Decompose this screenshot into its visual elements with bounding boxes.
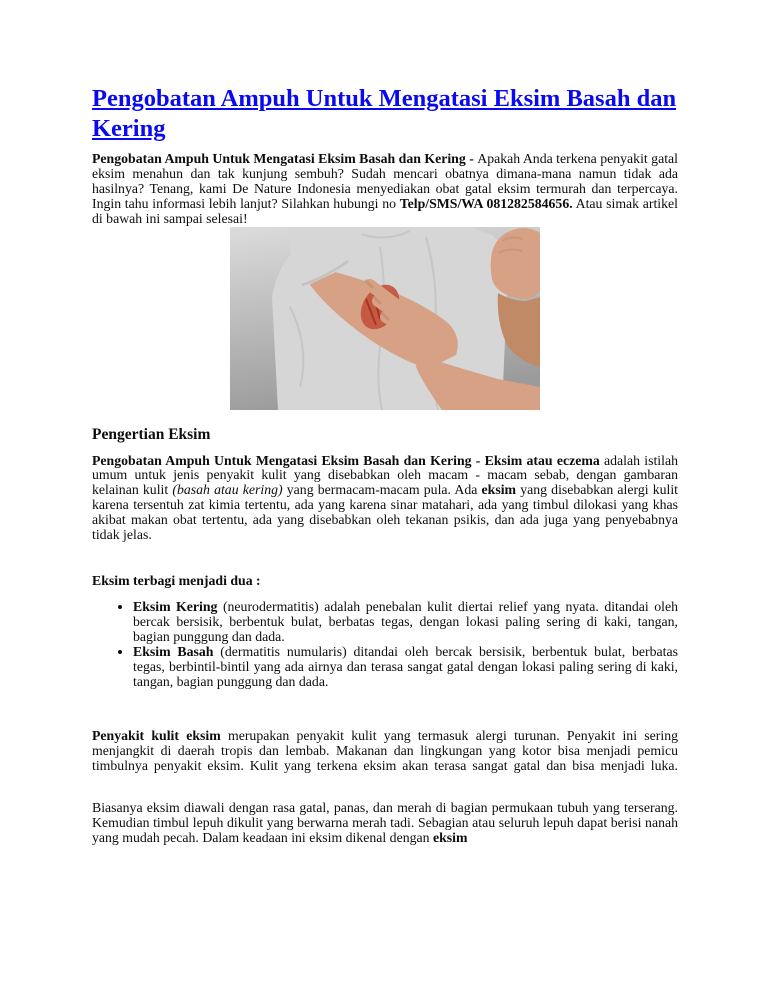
- text-run: Pengobatan Ampuh Untuk Mengatasi Eksim Basah dan Kering - Eksim atau eczema: [92, 452, 600, 468]
- text-run: (neurodermatitis) adalah penebalan kulit diertai relief yang nyata. ditandai oleh bercak bersisik, berbentuk bulat, berbatas tegas, dengan lokasi paling sering di kaki, tangan, bagian punggung dan dada.: [133, 598, 678, 644]
- text-run: yang bermacam-macam pula. Ada: [282, 482, 482, 498]
- text-run: Eksim Basah: [133, 643, 214, 659]
- symptoms-paragraph: [92, 801, 678, 846]
- text-run: Penyakit kulit eksim: [92, 728, 221, 744]
- article-title-link[interactable]: Pengobatan Ampuh Untuk Mengatasi Eksim Basah dan Kering: [92, 85, 677, 142]
- list-heading-eksim-types: Eksim terbagi menjadi dua :: [92, 572, 261, 588]
- text-run: Eksim Kering: [133, 598, 218, 614]
- list-item-eksim-basah: [133, 645, 678, 690]
- text-run: (dermatitis numularis) ditandai oleh bercak bersisik, berbentuk bulat, berbatas tegas, berbintil-bintil yang ada airnya dan terasa sangat gatal dengan lokasi paling sering di kaki, tangan, bagian punggung dan dada.: [133, 643, 678, 689]
- text-run: Atau simak artikel di bawah ini sampai selesai!: [92, 195, 679, 226]
- text-run: merupakan penyakit kulit yang termasuk alergi turunan. Penyakit ini sering menjangkit di daerah tropis dan lembab. Makanan dan lingkungan yang kotor bisa menjadi pemicu timbulnya penyakit eksim. Kulit yang terkena eksim akan terasa sangat gatal dan bisa menjadi luka.: [92, 728, 678, 774]
- text-run: Apakah Anda terkena penyakit gatal eksim menahun dan tak kunjung sembuh? Sudah mencari obatnya dimana-mana namun tidak ada hasilnya? Tenang, kami De Nature Indonesia menyediakan obat gatal eksim termurah dan terpercaya. Ingin tahu informasi lebih lanjut? Silahkan hubungi no: [92, 151, 678, 211]
- eczema-photo-illustration: [230, 227, 540, 410]
- text-run: Pengobatan Ampuh Untuk Mengatasi Eksim Basah dan Kering -: [92, 151, 478, 166]
- intro-paragraph: [92, 152, 678, 227]
- eczema-photo: [230, 227, 540, 410]
- eksim-types-list: [92, 600, 678, 689]
- hereditary-paragraph: [92, 729, 678, 774]
- text-run: yang disebabkan alergi kulit karena tersentuh zat kimia tertentu, ada yang karena sinar matahari, ada yang timbul dilokasi yang khas akibat makan obat tertentu, ada yang disebabkan oleh tekanan psikis, dan ada juga yang penyebabnya tidak jelas.: [92, 482, 679, 543]
- text-run: (basah atau kering): [172, 482, 283, 498]
- text-run: eksim: [481, 482, 517, 498]
- text-run: Biasanya eksim diawali dengan rasa gatal, panas, dan merah di bagian permukaan tubuh yang terserang. Kemudian timbul lepuh dikulit yang berwarna merah tadi. Sebagian atau seluruh lepuh dapat berisi nanah yang mudah pecah. Dalam keadaan ini eksim dikenal dengan: [92, 800, 678, 845]
- text-run: Telp/SMS/WA 081282584656.: [399, 195, 573, 211]
- list-item-eksim-kering: [133, 600, 678, 645]
- text-run: eksim: [432, 829, 468, 845]
- text-run: adalah istilah umum untuk jenis penyakit kulit yang disebabkan oleh macam - macam sebab, dengan gambaran kelainan kulit: [92, 452, 678, 498]
- section-heading-pengertian-eksim: Pengertian Eksim: [92, 425, 211, 443]
- definition-paragraph: [92, 454, 678, 543]
